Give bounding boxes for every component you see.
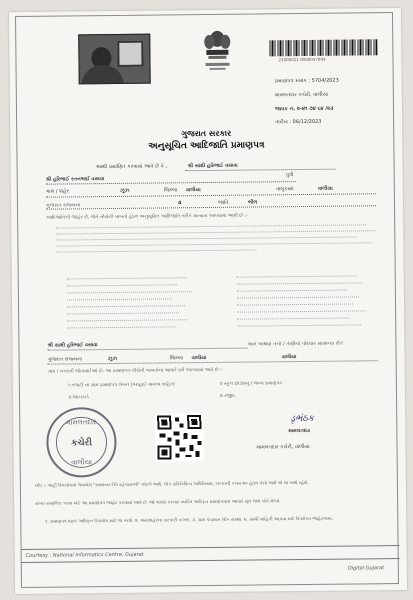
government-title: ગુજરાત સરકાર xyxy=(181,128,232,139)
resident-label: ગામ / શહેર xyxy=(45,188,70,195)
state-label: ગુજરાત રાજ્યના xyxy=(47,356,83,363)
barcode-number: 23000021 0000057004 xyxy=(278,56,326,63)
signatory-office: મામલતદાર કચેરી, વાલીયા xyxy=(256,443,310,451)
certificate-frame xyxy=(15,12,399,588)
footer-bar xyxy=(22,545,400,563)
village-repeat: ઝૂઝ xyxy=(107,355,118,363)
ashoka-emblem-icon xyxy=(199,29,235,75)
document-2: ૨ સ્કૂલ છોડ્યાનું / જન્મ પ્રમાણપત્ર xyxy=(219,381,283,387)
order-fine-print xyxy=(56,219,386,252)
outward-number: જાવક ન. ૨-૪૧ ૭૪ ૬૪ /૨૩ xyxy=(274,105,334,113)
stamp-line-2: કચેરી xyxy=(71,438,92,449)
signature: ડૃભંઠક xyxy=(290,413,315,425)
taluka-label: તાલુકામાં xyxy=(275,186,294,193)
schedule-column-left xyxy=(67,271,208,328)
residing-label: અને અથવા તેનો / તેણીનો પરિવાર સામાન્ય રીતે xyxy=(247,340,343,348)
order-text: ગામ / નગરની જોગવાઈઓ છે. આ પ્રમાણપત્ર નીચેની બાબતોના આધારે ઠરી આપવામાં આવે છે :- xyxy=(47,367,224,375)
signatory-designation: મામલતદાર xyxy=(288,427,311,435)
document-1: ૧ તલાટી ના ગ્રામ પ્રમાણપત્ર લેખન (પરાહાઈ વાસ્તવ સહિત) xyxy=(67,382,175,389)
document-3: ૩ રેશનકાર્ડ xyxy=(67,395,89,401)
certify-intro: આથી પ્રમાણિત કરવામાં આવે છે કે , xyxy=(95,163,168,171)
applicant-name-repeat: શ્રી સાક્ષી હરિભાઈ વસાવા xyxy=(47,342,98,349)
qr-code xyxy=(155,413,204,462)
footer-courtesy: Courtesy : National Informatics Centre, Gujarat xyxy=(25,551,144,559)
relation: પુત્રી xyxy=(285,172,294,179)
photo-window xyxy=(117,41,143,67)
certificate-sheet xyxy=(9,8,407,594)
taluka-repeat: વાલીયા xyxy=(281,354,297,361)
schedule-count-label: ગુજરાત રાજ્યના xyxy=(45,202,81,209)
issue-date: તારીખ : 06/12/2023 xyxy=(275,118,322,126)
district-label-repeat: જિલ્લા xyxy=(169,355,184,362)
village-underline xyxy=(46,193,376,197)
village-value: ઝૂઝ xyxy=(119,187,130,194)
district-label: જિલ્લા xyxy=(163,187,178,194)
photo-body xyxy=(82,65,124,84)
note-3: ૧. પ્રમાણપત્ર ધારક અધિકૃત ઉપયોગ માટે જ કરશે. ૨. ગામ/શહેરના સરકારી કાગળ. ૩. ગ્રામ પંચાયત લોક સંસ્થા. ૪. સાચી માહિતી આપવા માટે ઉપરોક્ત જાહેરનામા. xyxy=(45,516,334,525)
residence-underline xyxy=(48,360,378,364)
applicant-photo xyxy=(78,34,151,85)
schedule-column-right xyxy=(237,269,378,326)
applicant-name: શ્રી સાક્ષી હરિભાઈ વસાવા xyxy=(187,162,238,170)
father-name: શ્રી હરિભાઈ રતનભાઈ વસાવા xyxy=(45,176,105,183)
schedule-count: 4 xyxy=(177,200,182,207)
certificate-title: અનુસૂચિત આદિજાતિ પ્રમાણપત્ર xyxy=(148,140,265,152)
note-1: નોંધ :- અહીં ઉપયોગમાં લેવાયેલ "સામાન્ય રીતે રહેનારાઓ" એટલે અર્થ, લોક પ્રતિનિધિત્વ અધિનિયમ, ૧૯૫૦ની કલમ ૨૦ હેઠળ તેનો અર્થ એ જ અર્થ રહેશે. xyxy=(34,480,309,489)
schedule-text: આદિજાતિની જાહેર છે, જેને નીચેની બાબતો હેઠળ અનુસૂચિત આદિજાતિ તરીકે માન્યતા આપવામાં આવી છે :- xyxy=(46,213,248,221)
barcode xyxy=(269,39,377,56)
office-round-stamp xyxy=(42,404,121,481)
certificate-number: પ્રમાણપત્ર ક્રમાંક : 5704/2023 xyxy=(274,77,339,85)
stamp-line-1: મામલતદાર xyxy=(65,418,97,427)
footer-digital-gujarat: Digital Gujarat xyxy=(347,565,385,572)
district-value: વાલીયા xyxy=(185,187,201,194)
issuing-office: મામલતદાર કચેરી, વાલીયા xyxy=(274,91,329,99)
stamp-line-3: વાલીયા xyxy=(71,458,93,467)
caste-value: ભીલ xyxy=(247,199,258,206)
name-underline xyxy=(186,169,336,172)
district-repeat: વાલીયા xyxy=(191,355,207,362)
note-2: સંબંધ સંચાલિત કરવા માટે આ પ્રમાણપત્ર જાહેર કરવામાં આવે છે. જો ધારણ કરનાર વ્યક્તિ અધિકૃત પ્રમાણપત્રના આધારે મૂળ લાભ પોતે મેળવે. xyxy=(35,499,281,507)
document-4: ૪ રજીઠ xyxy=(219,393,235,399)
tribe-label: જાતિ xyxy=(217,199,229,206)
taluka-value: વાલીયા xyxy=(317,185,333,192)
